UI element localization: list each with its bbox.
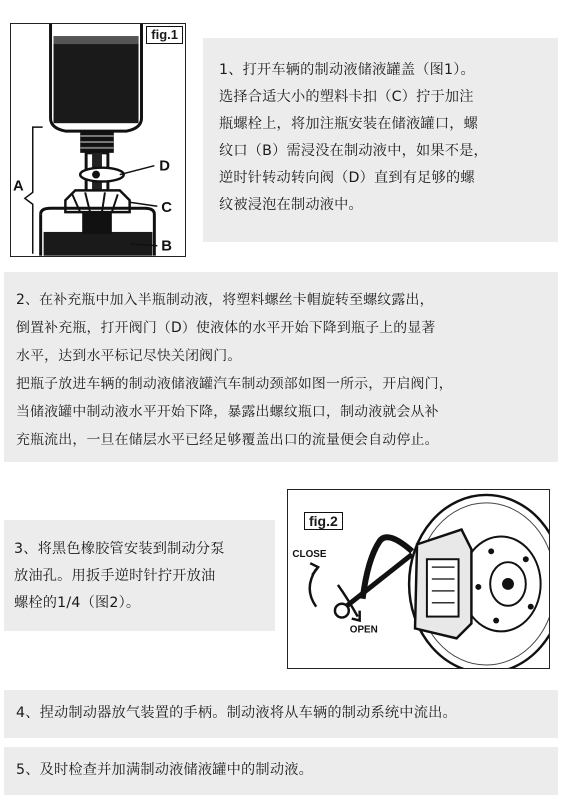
step-2-line: 水平，达到水平标记尽快关闭阀门。 (16, 348, 242, 364)
step-2-line: 倒置补充瓶，打开阀门（D）使液体的水平开始下降到瓶子上的显著 (16, 320, 436, 336)
step-3-line: 放油孔。用扳手逆时针拧开放油 (14, 568, 216, 584)
figure-2-brake-diagram (287, 489, 550, 669)
step-4-box (4, 690, 558, 738)
step-1-line: 选择合适大小的塑料卡扣（C）拧于加注 (219, 89, 474, 105)
figure-1-drawing (11, 24, 185, 256)
step-3-line: 螺栓的1/4（图2）。 (14, 595, 141, 611)
open-label: OPEN (349, 624, 378, 636)
step-1-line: 纹被浸泡在制动液中。 (219, 197, 363, 213)
step-4-text: 4、捏动制动器放气装置的手柄。制动液将从车辆的制动系统中流出。 (16, 705, 457, 721)
step-2-line: 把瓶子放进车辆的制动液储液罐汽车制动颈部如图一所示，开启阀门， (16, 376, 453, 392)
step-1-line: 瓶螺栓上，将加注瓶安装在储液罐口，螺 (219, 116, 478, 132)
close-label: CLOSE (292, 549, 327, 561)
step-3-line: 3、将黑色橡胶管安装到制动分泵 (14, 541, 225, 557)
step-5-text: 5、及时检查并加满制动液储液罐中的制动液。 (16, 762, 313, 778)
step-1-line: 纹口（B）需浸没在制动液中，如果不是， (219, 143, 488, 159)
step-2-line: 2、在补充瓶中加入半瓶制动液，将塑料螺丝卡帽旋转至螺纹露出， (16, 292, 434, 308)
callout-b: B (161, 238, 172, 255)
figure-1-label: fig.1 (146, 26, 183, 44)
callout-c: C (161, 200, 172, 217)
step-1-line: 1、打开车辆的制动液储液罐盖（图1）。 (219, 62, 475, 78)
callout-a: A (12, 178, 24, 195)
step-2-line: 当储液罐中制动液水平开始下降，暴露出螺纹瓶口，制动液就会从补 (16, 404, 439, 420)
figure-2-label: fig.2 (304, 512, 343, 530)
figure-1-reservoir-diagram (10, 23, 186, 257)
callout-d: D (159, 158, 170, 175)
step-2-line: 充瓶流出，一旦在储层水平已经足够覆盖出口的流量便会自动停止。 (16, 432, 439, 448)
step-5-box (4, 747, 558, 795)
step-3-box (4, 520, 275, 631)
step-1-line: 逆时针转动转向阀（D）直到有足够的螺 (219, 170, 475, 186)
step-1-box (203, 38, 558, 242)
step-2-box (4, 272, 558, 462)
